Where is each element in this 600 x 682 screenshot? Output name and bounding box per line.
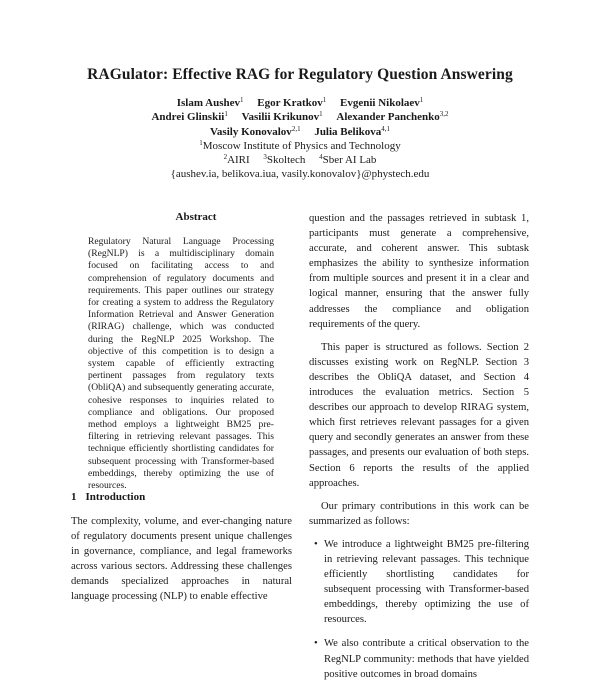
author-line-1 xyxy=(0,96,600,110)
author-name: Julia Belikova xyxy=(314,125,382,138)
affiliation-mark: 4 xyxy=(319,153,323,162)
author-name: Egor Kratkov xyxy=(257,97,323,109)
affiliation-mark: 3 xyxy=(263,153,267,162)
author-name: Islam Aushev xyxy=(176,97,240,109)
paragraph: This paper is structured as follows. Section 2 discusses existing work on RegNLP. Section 3 describes the ObliQA dataset, and Section 4 introduces the evaluation metrics. Section 5 describes our approach to develop RIRAG system, which first retrieves relevant passages for a given query and secondly generates an answer from these passages, and presents our evaluation of both steps. Section 6 reports the results of the applied approaches. xyxy=(309,341,529,489)
author-affiliation-mark: 4,1 xyxy=(381,124,390,133)
author-affiliation-mark: 2,1 xyxy=(291,124,301,133)
list-item-text: We introduce a lightweight BM25 pre-filtering in retrieving relevant passages. This technique efficiently shortlisting candidates for subsequent processing with Transformer-based embeddings, thereby optimizing the use of resources. xyxy=(324,538,529,626)
author-affiliation-mark: 1 xyxy=(322,96,327,104)
introduction-text: The complexity, volume, and ever-changing nature of regulatory documents present unique challenges in governance, compliance, and legal frameworks across various sectors. Addressing these challenges demands specialized approaches in natural language processing (NLP) to enable effective xyxy=(71,516,292,603)
paragraph: Our primary contributions in this work can be summarized as follows: xyxy=(309,500,529,527)
author-line-3 xyxy=(0,125,600,139)
author-name: Vasily Konovalov xyxy=(210,125,292,138)
author-affiliation-mark: 1 xyxy=(319,110,323,119)
paragraph: question and the passages retrieved in subtask 1, participants must generate a comprehensive, accurate, and coherent answer. This subtask emphasizes the ability to synthesize information from multiple sources and present it in a clear and logical manner, ensuring that the answer fully addresses the compliance and obligation requirements of the query. xyxy=(309,213,529,330)
author-affiliation-mark: 1 xyxy=(224,110,228,119)
abstract-text: Regulatory Natural Language Processing (RegNLP) is a multidisciplinary domain focused on facilitating access to and comprehension of regulatory documents and requirements. This paper outlines our strategy for creating a system to address the Regulatory Information Retrieval and Answer Generation (RIRAG) challenge, which was conducted during the RegNLP 2025 Workshop. The objective of this competition is to design a system capable of efficiently extracting pertinent passages from regulatory texts (ObliQA) and subsequently generating accurate, cohesive responses to inquiries related to compliance and obligations. Our proposed method employs a lightweight BM25 pre-filtering in retrieving relevant passages. This technique efficiently shortlisting candidates for subsequent processing with Transformer-based embeddings, thereby optimizing the use of resources. xyxy=(88,236,274,492)
affiliation-mark: 2 xyxy=(223,153,228,162)
author-name: Alexander Panchenko xyxy=(336,111,440,124)
bullet-icon: • xyxy=(314,638,318,650)
affiliation-line-2 xyxy=(0,153,600,167)
paper-title: RAGulator: Effective RAG for Regulatory Question Answering xyxy=(87,66,513,83)
list-item-text: We also contribute a critical observation to the RegNLP community: methods that have yielded positive outcomes in broad domains xyxy=(324,638,529,680)
section-heading xyxy=(71,491,291,503)
affiliation-name: AIRI xyxy=(227,154,250,167)
list-item xyxy=(309,537,529,628)
author-block xyxy=(0,96,600,182)
section-number: 1 xyxy=(71,491,77,503)
contributions-list xyxy=(309,537,529,682)
author-name: Vasilii Krikunov xyxy=(241,111,320,124)
affiliation-name: Moscow Institute of Physics and Technology xyxy=(202,139,401,152)
affiliation-name: Skoltech xyxy=(266,154,306,167)
author-line-2 xyxy=(0,110,600,124)
affiliation-line-1 xyxy=(0,139,600,153)
author-affiliation-mark: 1 xyxy=(419,96,424,104)
right-column xyxy=(309,211,529,682)
author-emails: {aushev.ia, belikova.iua, vasily.konovalov}@phystech.edu xyxy=(170,168,430,181)
abstract-heading: Abstract xyxy=(175,211,217,223)
section-title: Introduction xyxy=(85,491,146,503)
affiliation-name: Sber AI Lab xyxy=(322,154,377,167)
author-affiliation-mark: 3,2 xyxy=(439,110,449,119)
bullet-icon: • xyxy=(314,538,318,550)
author-name: Andrei Glinskii xyxy=(151,111,225,124)
affiliation-mark: 1 xyxy=(199,138,203,147)
author-affiliation-mark: 1 xyxy=(240,96,244,104)
list-item xyxy=(309,636,529,681)
author-name: Evgenii Nikolaev xyxy=(340,97,420,109)
